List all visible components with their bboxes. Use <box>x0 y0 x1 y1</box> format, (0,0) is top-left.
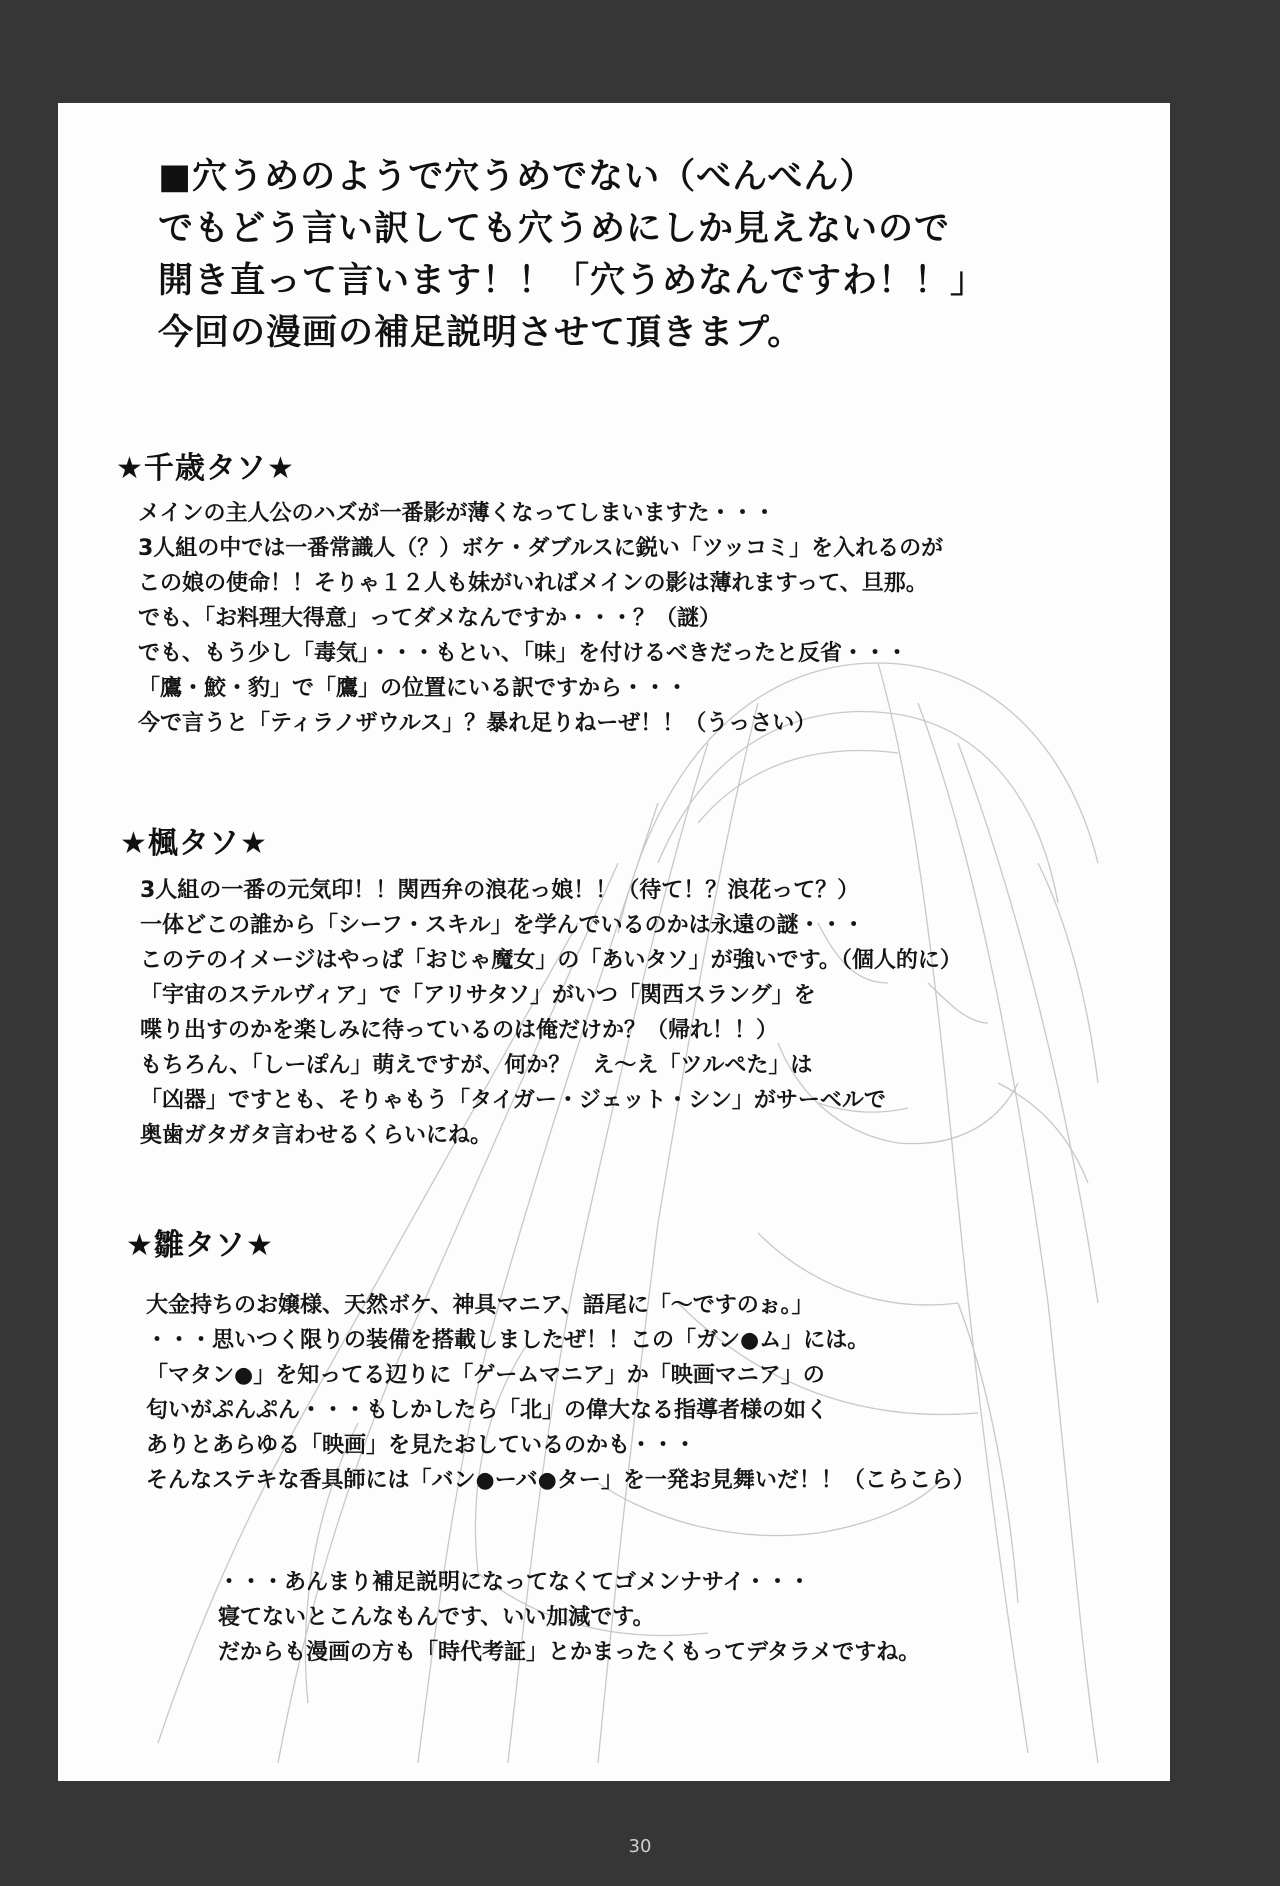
intro-line: でもどう言い訳しても穴うめにしか見えないので <box>158 209 951 249</box>
body-line: 今で言うと「ティラノザウルス」？暴れ足りねーぜ！！（うっさい） <box>138 711 817 736</box>
page-number: 30 <box>628 1836 652 1857</box>
section-heading-chitose: ★千歳タソ★ <box>116 451 295 486</box>
body-line: 「マタン●」を知ってる辺りに「ゲームマニア」か「映画マニア」の <box>146 1363 825 1388</box>
closing-block <box>218 1565 1118 1670</box>
closing-line: ・・・あんまり補足説明になってなくてゴメンナサイ・・・ <box>218 1570 811 1595</box>
body-line: でも、「お料理大得意」ってダメなんですか・・・？（謎） <box>138 606 722 631</box>
body-line: 大金持ちのお嬢様、天然ボケ、神具マニア、語尾に「～ですのぉ。」 <box>146 1293 814 1318</box>
section-heading-hina: ★雛タソ★ <box>126 1228 274 1263</box>
section-heading-kaede: ★楓タソ★ <box>120 826 268 861</box>
body-line: ・・・思いつく限りの装備を搭載しましたぜ！！この「ガン●ム」には。 <box>146 1328 870 1353</box>
intro-block <box>158 151 1118 359</box>
text-layer <box>58 103 1170 1781</box>
body-line: そんなステキな香具師には「バン●ーバ●ター」を一発お見舞いだ！！（こらこら） <box>146 1468 975 1493</box>
body-line: メインの主人公のハズが一番影が薄くなってしまいますた・・・ <box>138 501 776 526</box>
body-line: 「宇宙のステルヴィア」で「アリサタソ」がいつ「関西スラング」を <box>140 983 816 1008</box>
body-line: 3人組の一番の元気印！！関西弁の浪花っ娘！！（待て！？浪花って？） <box>140 878 860 903</box>
closing-line: だからも漫画の方も「時代考証」とかまったくもってデタラメですね。 <box>218 1640 921 1665</box>
document-page <box>58 103 1170 1781</box>
body-line: このテのイメージはやっぱ「おじゃ魔女」の「あいタソ」が強いです。（個人的に） <box>140 948 962 973</box>
intro-line: 開き直って言います！！「穴うめなんですわ！！」 <box>158 261 987 301</box>
section-body-kaede <box>140 873 1140 1153</box>
body-line: 匂いがぷんぷん・・・もしかしたら「北」の偉大なる指導者様の如く <box>146 1398 829 1423</box>
intro-line: ■穴うめのようで穴うめでない（べんべん） <box>158 157 876 197</box>
body-line: 3人組の中では一番常識人（？）ボケ・ダブルスに鋭い「ツッコミ」を入れるのが <box>138 536 944 561</box>
body-line: 「凶器」ですとも、そりゃもう「タイガー・ジェット・シン」がサーベルで <box>140 1088 886 1113</box>
section-body-hina <box>146 1288 1146 1498</box>
body-line: でも、もう少し「毒気」・・・もとい、「味」を付けるべきだったと反省・・・ <box>138 641 909 666</box>
section-body-chitose <box>138 496 1138 741</box>
body-line: 奥歯ガタガタ言わせるくらいにね。 <box>140 1123 493 1148</box>
body-line: 「鷹・鮫・豹」で「鷹」の位置にいる訳ですから・・・ <box>138 676 689 701</box>
body-line: ありとあらゆる「映画」を見たおしているのかも・・・ <box>146 1433 697 1458</box>
body-line: この娘の使命！！そりゃ１２人も妹がいればメインの影は薄れますって、旦那。 <box>138 571 928 596</box>
closing-line: 寝てないとこんなもんです、いい加減です。 <box>218 1605 655 1630</box>
body-line: 一体どこの誰から「シーフ・スキル」を学んでいるのかは永遠の謎・・・ <box>140 913 865 938</box>
intro-line: 今回の漫画の補足説明させて頂きまプ。 <box>158 313 804 353</box>
body-line: 喋り出すのかを楽しみに待っているのは俺だけか？（帰れ！！） <box>140 1018 779 1043</box>
body-line: もちろん、「しーぽん」萌えですが、何か？ え～え「ツルペた」は <box>140 1053 813 1078</box>
